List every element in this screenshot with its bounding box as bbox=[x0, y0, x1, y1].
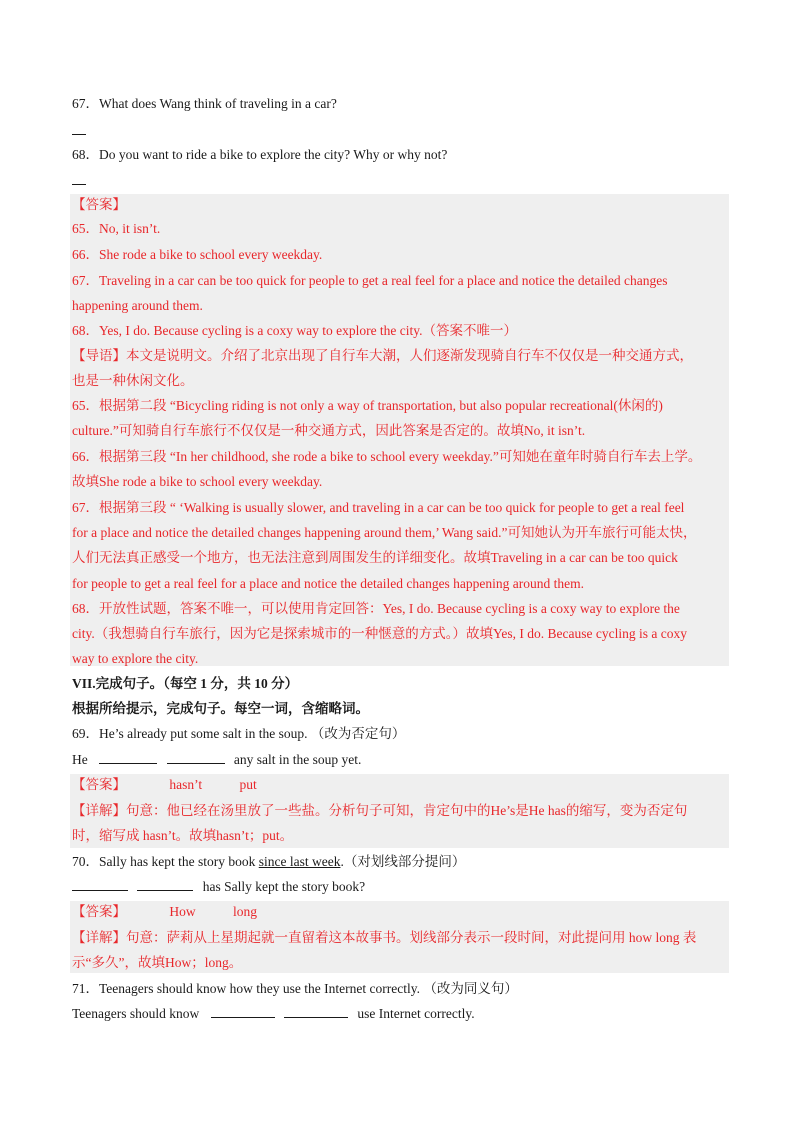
q71-blank-1[interactable] bbox=[211, 1005, 275, 1018]
q70-tail: has Sally kept the story book? bbox=[202, 879, 366, 894]
q69-tail: any salt in the soup yet. bbox=[233, 752, 362, 767]
q70-prompt-b: .（对划线部分提问） bbox=[340, 854, 466, 869]
question-71: 71．Teenagers should know how they use the Internet correctly. （改为同义句） bbox=[72, 981, 518, 996]
explain-68-line3: way to explore the city. bbox=[72, 651, 199, 666]
explain-66-line2: 故填She rode a bike to school every weekday. bbox=[72, 474, 323, 489]
q70-prompt-a: 70．Sally has kept the story book bbox=[72, 854, 259, 869]
q70-blank-1[interactable] bbox=[72, 878, 128, 891]
section-title: VII.完成句子。（每空 1 分，共 10 分） bbox=[72, 676, 299, 691]
guide-line2: 也是一种休闲文化。 bbox=[72, 373, 194, 388]
q69-blank-1[interactable] bbox=[99, 751, 157, 764]
explain-67-line1: 67．根据第三段 “ ‘Walking is usually slower, and traveling in a car can be too quick for people to get a real feel bbox=[72, 500, 685, 515]
explain-68-line2: city.（我想骑自行车旅行，因为它是探索城市的一种惬意的方式。）故填Yes, I do. Because cycling is a coxy bbox=[72, 626, 687, 641]
guide-line1: 【导语】本文是说明文。介绍了北京出现了自行车大潮，人们逐渐发现骑自行车不仅仅是一种交通方式， bbox=[72, 348, 693, 363]
q69-answer-1: hasn’t bbox=[169, 777, 203, 792]
q69-explain-line2: 时，缩写成 hasn’t。故填hasn’t；put。 bbox=[72, 828, 294, 843]
question-69-sentence bbox=[72, 751, 732, 769]
q71-blank-2[interactable] bbox=[284, 1005, 348, 1018]
question-69: 69．He’s already put some salt in the soup. （改为否定句） bbox=[72, 726, 406, 741]
question-70-sentence bbox=[72, 878, 732, 896]
question-68: 68．Do you want to ride a bike to explore the city? Why or why not? bbox=[72, 147, 448, 162]
answer-line-68 bbox=[72, 184, 86, 185]
q69-lead: He bbox=[72, 752, 88, 767]
question-67: 67．What does Wang think of traveling in a car? bbox=[72, 96, 337, 111]
answer-66: 66．She rode a bike to school every weekday. bbox=[72, 247, 323, 262]
q70-answer bbox=[72, 903, 732, 921]
q70-explain-line2: 示“多久”，故填How；long。 bbox=[72, 955, 243, 970]
answer-67-line2: happening around them. bbox=[72, 298, 203, 313]
answer-68: 68．Yes, I do. Because cycling is a coxy way to explore the city.（答案不唯一） bbox=[72, 323, 518, 338]
q69-answer-2: put bbox=[239, 777, 257, 792]
answer-line-67 bbox=[72, 134, 86, 135]
question-70 bbox=[72, 853, 732, 871]
answer-67-line1: 67．Traveling in a car can be too quick for people to get a real feel for a place and notice the detailed changes bbox=[72, 273, 668, 288]
q70-explain-line1: 【详解】句意：萨莉从上星期起就一直留着这本故事书。划线部分表示一段时间，对此提问用 how long 表 bbox=[72, 930, 697, 945]
q70-blank-2[interactable] bbox=[137, 878, 193, 891]
q71-lead: Teenagers should know bbox=[72, 1006, 200, 1021]
explain-65-line1: 65．根据第二段 “Bicycling riding is not only a way of transportation, but also popular recreational(休闲的) bbox=[72, 398, 663, 413]
q69-answer bbox=[72, 776, 732, 794]
explain-66-line1: 66．根据第三段 “In her childhood, she rode a bike to school every weekday.”可知她在童年时骑自行车去上学。 bbox=[72, 449, 702, 464]
q71-tail: use Internet correctly. bbox=[357, 1006, 475, 1021]
explain-67-line2: for a place and notice the detailed changes happening around them,’ Wang said.”可知她认为开车旅行可能太快， bbox=[72, 525, 697, 540]
explain-65-line2: culture.”可知骑自行车旅行不仅仅是一种交通方式，因此答案是否定的。故填No, it isn’t. bbox=[72, 423, 586, 438]
answer-65: 65．No, it isn’t. bbox=[72, 221, 161, 236]
q70-answer-2: long bbox=[233, 904, 258, 919]
q70-answer-1: How bbox=[169, 904, 196, 919]
section-instruction: 根据所给提示，完成句子。每空一词，含缩略词。 bbox=[72, 701, 369, 716]
q70-underlined: since last week bbox=[258, 854, 341, 869]
explain-67-line3: 人们无法真正感受一个地方，也无法注意到周围发生的详细变化。故填Traveling in a car can be too quick bbox=[72, 550, 678, 565]
q69-explain-line1: 【详解】句意：他已经在汤里放了一些盐。分析句子可知，肯定句中的He’s是He has的缩写，变为否定句 bbox=[72, 803, 688, 818]
q70-answer-label: 【答案】 bbox=[72, 904, 126, 919]
question-71-sentence bbox=[72, 1005, 732, 1023]
explain-68-line1: 68．开放性试题，答案不唯一，可以使用肯定回答：Yes, I do. Because cycling is a coxy way to explore the bbox=[72, 601, 680, 616]
q69-answer-label: 【答案】 bbox=[72, 777, 126, 792]
explain-67-line4: for people to get a real feel for a place and notice the detailed changes happening around them. bbox=[72, 576, 585, 591]
answer-label: 【答案】 bbox=[72, 197, 126, 212]
q69-blank-2[interactable] bbox=[167, 751, 225, 764]
